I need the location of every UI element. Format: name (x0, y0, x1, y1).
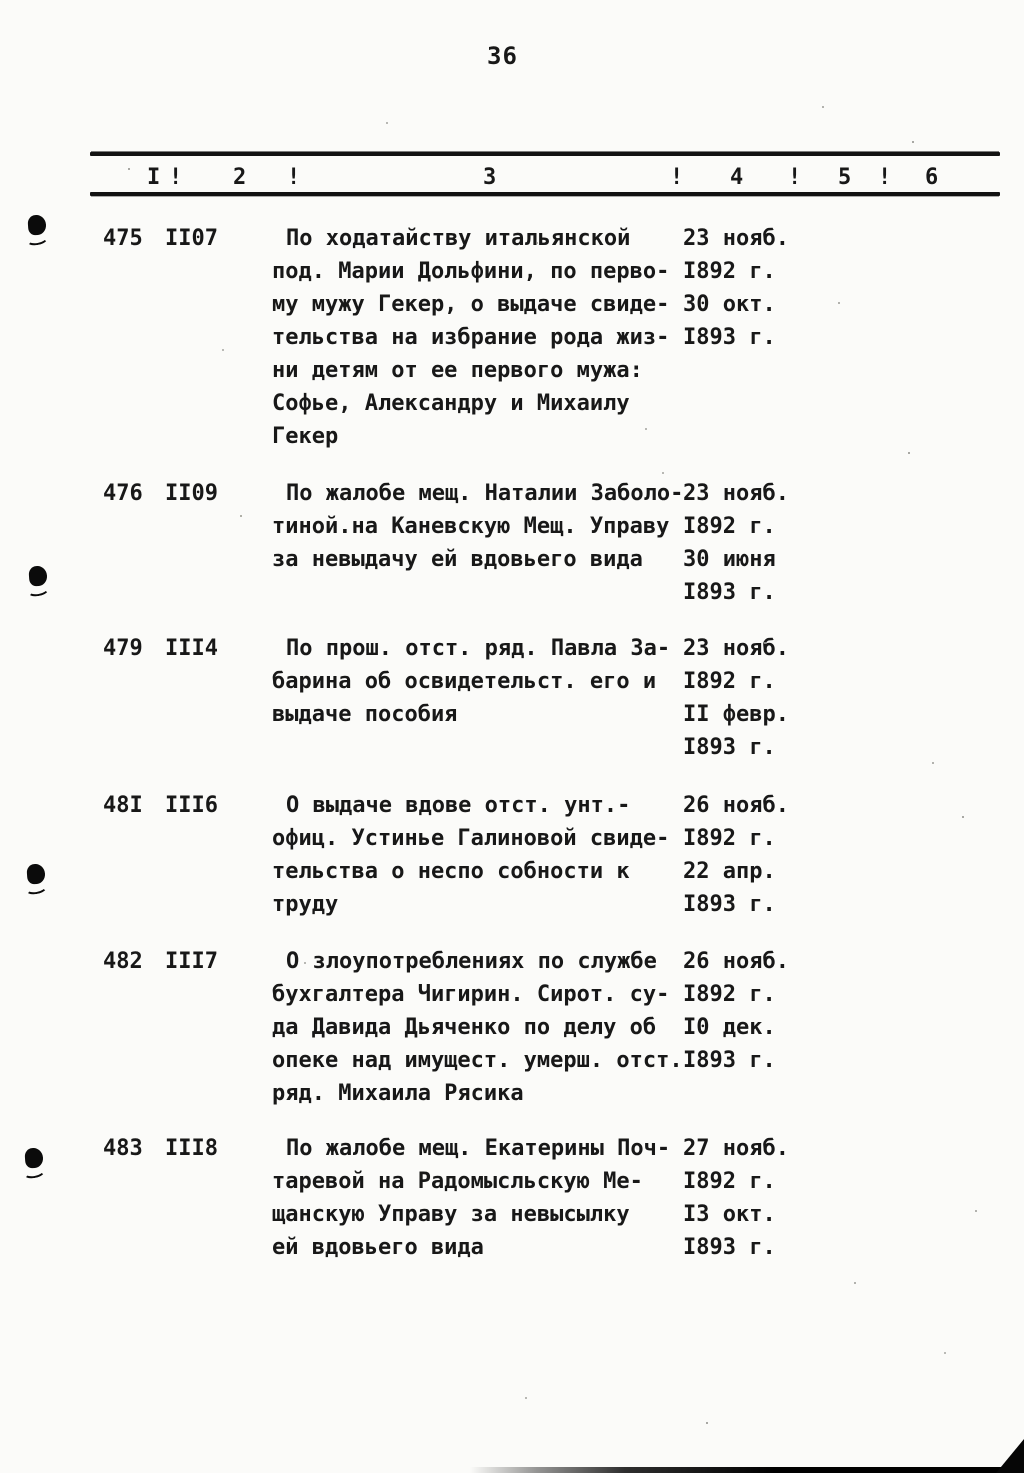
case-description: По жалобе мещ. Наталии Заболо- тиной.на Каневскую Мещ. Управу за невыдачу ей вдовьего вида (272, 481, 684, 572)
case-dates: 23 нояб. I892 г. II февр. I893 г. (683, 636, 789, 760)
column-separator: ! (287, 165, 301, 190)
case-description: По жалобе мещ. Екатерины Поч- таревой на Радомысльскую Ме- щанскую Управу за невысылку ей вдовьего вида (272, 1136, 671, 1260)
column-header: 2 (233, 165, 247, 190)
entry-number: 48I (103, 793, 143, 818)
case-dates: 26 нояб. I892 г. 22 апр. I893 г. (683, 793, 789, 917)
ink-blot-icon (27, 214, 46, 235)
case-dates: 23 нояб. I892 г. 30 июня I893 г. (683, 481, 789, 605)
column-separator: ! (878, 165, 892, 190)
column-header: I (147, 165, 161, 190)
case-dates: 23 нояб. I892 г. 30 окт. I893 г. (683, 226, 789, 350)
file-number: III6 (165, 793, 218, 818)
entry-number: 483 (103, 1136, 143, 1161)
scan-edge-strip (470, 1467, 1024, 1473)
paper-specks (0, 0, 2, 2)
case-description: О выдаче вдове отст. унт.- офиц. Устинье Галиновой свиде- тельства о неспо собности к труду (272, 793, 670, 917)
case-dates: 27 нояб. I892 г. I3 окт. I893 г. (683, 1136, 789, 1260)
case-description: По ходатайству итальянской под. Марии Дольфини, по перво- му мужу Гекер, о выдаче свиде- тельства на избрание рода жиз- ни детям от ее первого мужа: Софье, Александру и Михаилу Гекер (272, 226, 670, 449)
case-dates: 26 нояб. I892 г. I0 дек. I893 г. (683, 949, 789, 1073)
column-header: 5 (838, 165, 852, 190)
table-header-rule (90, 192, 1000, 196)
entry-number: 475 (103, 226, 143, 251)
file-number: III4 (165, 636, 218, 661)
file-number: III8 (165, 1136, 218, 1161)
case-description: О злоупотреблениях по службе бухгалтера Чигирин. Сирот. су- да Давида Дьяченко по делу об опеке над имущест. умерш. отст. ряд. Михаила Рясика (272, 949, 683, 1106)
column-separator: ! (788, 165, 802, 190)
file-number: II07 (165, 226, 218, 251)
file-number: III7 (165, 949, 218, 974)
entry-number: 482 (103, 949, 143, 974)
column-separator: ! (169, 165, 183, 190)
column-header: 4 (730, 165, 744, 190)
ink-blot-icon (24, 1147, 43, 1168)
file-number: II09 (165, 481, 218, 506)
table-top-rule (90, 152, 1000, 156)
entry-number: 476 (103, 481, 143, 506)
column-header: 6 (925, 165, 939, 190)
column-header: 3 (483, 165, 497, 190)
column-separator: ! (670, 165, 684, 190)
scan-edge-corner (996, 1439, 1024, 1473)
ink-blot-icon (26, 863, 45, 884)
entry-number: 479 (103, 636, 143, 661)
case-description: По прош. отст. ряд. Павла За- барина об освидетельст. его и выдаче пособия (272, 636, 671, 727)
ink-blot-icon (28, 565, 47, 586)
page-number: 36 (487, 42, 518, 70)
